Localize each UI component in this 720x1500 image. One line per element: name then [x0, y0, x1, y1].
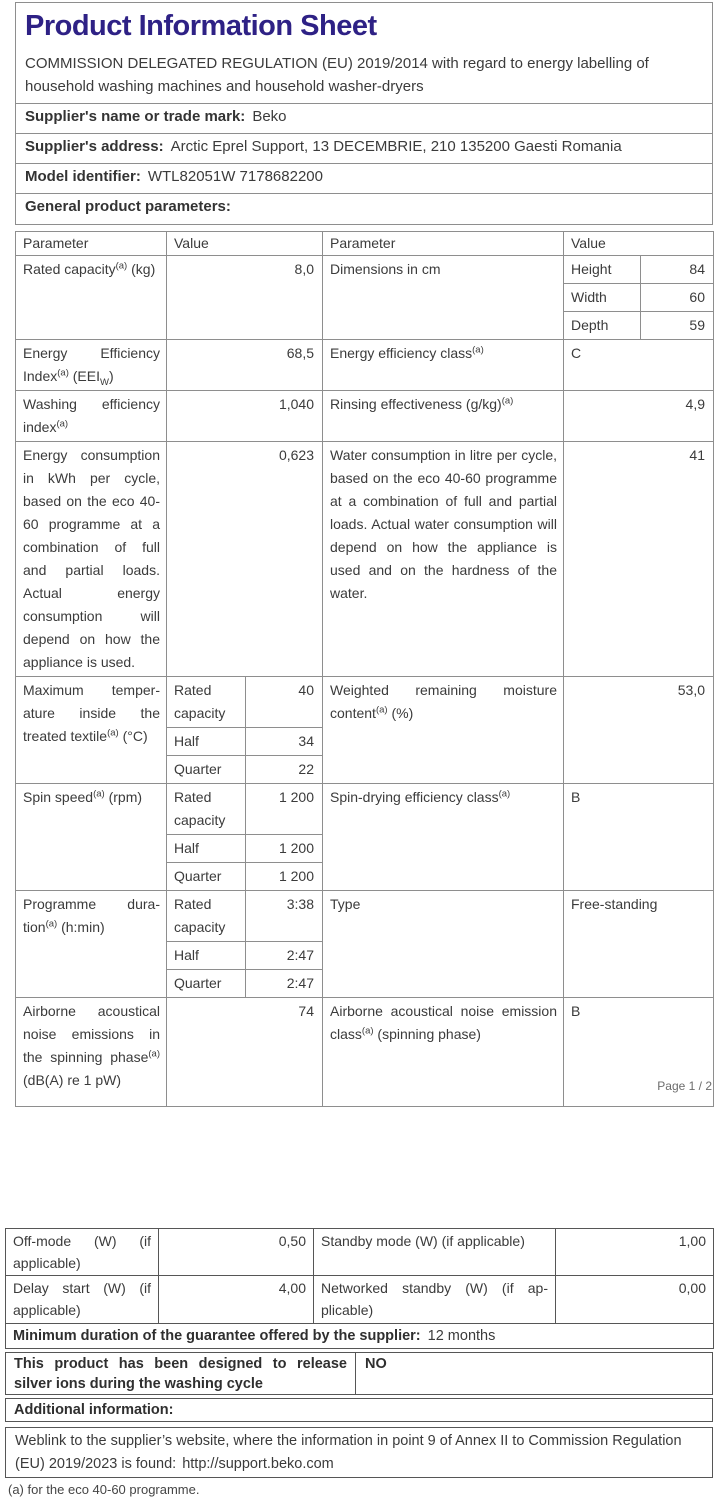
dimension-height-label: Height	[564, 256, 641, 284]
dimension-depth-label: Depth	[564, 312, 641, 340]
silver-ions-label: This product has been designed to release silver ions during the washing cycle	[6, 1353, 356, 1394]
moisture-value: 53,0	[564, 677, 714, 784]
weblink-box	[5, 1427, 713, 1478]
standby-value: 1,00	[556, 1229, 714, 1276]
duration-half-value: 2:47	[246, 942, 323, 970]
max-temp-half-value: 34	[246, 728, 323, 756]
rated-capacity-value: 8,0	[167, 256, 323, 340]
spin-half-label: Half	[167, 835, 246, 863]
delay-start-label: Delay start (W) (if applicable)	[6, 1276, 159, 1324]
spin-class-label: Spin-drying efficiency class$^{(a)}$	[323, 784, 564, 891]
spin-quarter-value: 1 200	[246, 863, 323, 891]
general-parameters-label: General product parameters:	[25, 198, 231, 215]
washing-index-label: Washing efficiency index$^{(a)}$	[16, 391, 167, 442]
page-title: Product Information Sheet	[25, 10, 377, 42]
duration-quarter-label: Quarter	[167, 970, 246, 998]
spin-class-value: B	[564, 784, 714, 891]
spin-quarter-label: Quarter	[167, 863, 246, 891]
energy-consumption-value: 0,623	[167, 442, 323, 677]
max-temp-quarter-value: 22	[246, 756, 323, 784]
max-temp-rated-label: Rated capacity	[167, 677, 246, 728]
duration-rated-label: Rated capacity	[167, 891, 246, 942]
water-consumption-value: 41	[564, 442, 714, 677]
networked-standby-label: Networked standby (W) (if applicable)	[314, 1276, 556, 1324]
silver-ions-box	[5, 1352, 713, 1395]
guarantee-row	[6, 1324, 714, 1349]
spin-rated-value: 1 200	[246, 784, 323, 835]
noise-class-value: B	[564, 998, 714, 1107]
noise-value: 74	[167, 998, 323, 1107]
rinsing-value: 4,9	[564, 391, 714, 442]
regulation-subtitle: COMMISSION DELEGATED REGULATION (EU) 2019/2014 with regard to energy labelling of household washing machines and household washer-dryers	[25, 55, 649, 95]
noise-label: Airborne acoustical noise emissions in the spinning phase$^{(a)}$ (dB(A) re 1 pW)	[16, 998, 167, 1107]
dimension-depth-value: 59	[641, 312, 714, 340]
dimension-width-label: Width	[564, 284, 641, 312]
power-modes-table	[5, 1228, 714, 1349]
water-consumption-label: Water consumption in litre per cycle, based on the eco 40-60 programme at a combination of full and partial loads. Actual water consumption will depend on how the appliance is used and on the hardness of the water.	[323, 442, 564, 677]
eei-value: 68,5	[167, 340, 323, 391]
col-header-value-1: Value	[167, 232, 323, 256]
supplier-name-label: Supplier's name or trade mark:	[25, 108, 246, 125]
delay-start-value: 4,00	[159, 1276, 314, 1324]
standby-label: Standby mode (W) (if applicable)	[314, 1229, 556, 1276]
dimension-width-value: 60	[641, 284, 714, 312]
type-label: Type	[323, 891, 564, 998]
energy-class-value: C	[564, 340, 714, 391]
networked-standby-value: 0,00	[556, 1276, 714, 1324]
supplier-address-label: Supplier's address:	[25, 138, 164, 155]
max-temp-quarter-label: Quarter	[167, 756, 246, 784]
noise-class-label: Airborne acoustical noise emission class$^{(a)}$ (spinning phase)	[323, 998, 564, 1107]
rated-capacity-label: Rated capacity$^{(a)}$ (kg)	[16, 256, 167, 340]
col-header-parameter-2: Parameter	[323, 232, 564, 256]
title-block	[16, 3, 712, 104]
dimensions-label: Dimensions in cm	[323, 256, 564, 340]
duration-half-label: Half	[167, 942, 246, 970]
moisture-label: Weighted remaining moisture content$^{(a)}$ (%)	[323, 677, 564, 784]
type-value: Free-standing	[564, 891, 714, 998]
col-header-parameter-1: Parameter	[16, 232, 167, 256]
duration-rated-value: 3:38	[246, 891, 323, 942]
max-temp-half-label: Half	[167, 728, 246, 756]
supplier-name-row	[16, 104, 712, 134]
general-parameters-row	[16, 194, 712, 225]
weblink-text: Weblink to the supplier’s website, where the information in point 9 of Annex II to Commission Regulation (EU) 2019/2023 is found:	[15, 1433, 682, 1472]
max-temperature-label: Maximum temperature inside the treated textile$^{(a)}$ (°C)	[16, 677, 167, 784]
guarantee-value: 12 months	[427, 1328, 496, 1344]
model-identifier-value: WTL82051W 7178682200	[147, 168, 323, 185]
supplier-address-row	[16, 134, 712, 164]
guarantee-label: Minimum duration of the guarantee offered by the supplier:	[13, 1328, 421, 1344]
silver-ions-value: NO	[365, 1356, 387, 1372]
energy-class-label: Energy efficiency class$^{(a)}$	[323, 340, 564, 391]
general-parameters-table	[15, 231, 714, 1107]
off-mode-label: Off-mode (W) (if applicable)	[6, 1229, 159, 1276]
spin-speed-label: Spin speed$^{(a)}$ (rpm)	[16, 784, 167, 891]
spin-rated-label: Rated capacity	[167, 784, 246, 835]
spin-half-value: 1 200	[246, 835, 323, 863]
col-header-value-2: Value	[564, 232, 714, 256]
additional-information-label: Additional information:	[5, 1398, 713, 1422]
footnote-eco-programme: (a) for the eco 40-60 programme.	[8, 1482, 200, 1497]
max-temp-rated-value: 40	[246, 677, 323, 728]
duration-quarter-value: 2:47	[246, 970, 323, 998]
programme-duration-label: Programme duration$^{(a)}$ (h:min)	[16, 891, 167, 998]
model-identifier-row	[16, 164, 712, 194]
page-indicator: Page 1 / 2	[657, 1079, 712, 1093]
energy-consumption-label: Energy consumption in kWh per cycle, based on the eco 40-60 programme at a combination of full and partial loads. Actual energy consumption will depend on how the appliance is used.	[16, 442, 167, 677]
supplier-name-value: Beko	[252, 108, 287, 125]
supplier-weblink-url[interactable]: http://support.beko.com	[182, 1456, 334, 1472]
washing-index-value: 1,040	[167, 391, 323, 442]
off-mode-value: 0,50	[159, 1229, 314, 1276]
rinsing-label: Rinsing effectiveness $(g/kg)^{(a)}$	[323, 391, 564, 442]
model-identifier-label: Model identifier:	[25, 168, 141, 185]
eei-label: Energy Efficiency Index$^{(a)}$ $(EEI_W)$	[16, 340, 167, 391]
supplier-address-value: Arctic Eprel Support, 13 DECEMBRIE, 210 135200 Gaesti Romania	[170, 138, 622, 155]
product-info-header-box	[15, 2, 713, 225]
dimension-height-value: 84	[641, 256, 714, 284]
